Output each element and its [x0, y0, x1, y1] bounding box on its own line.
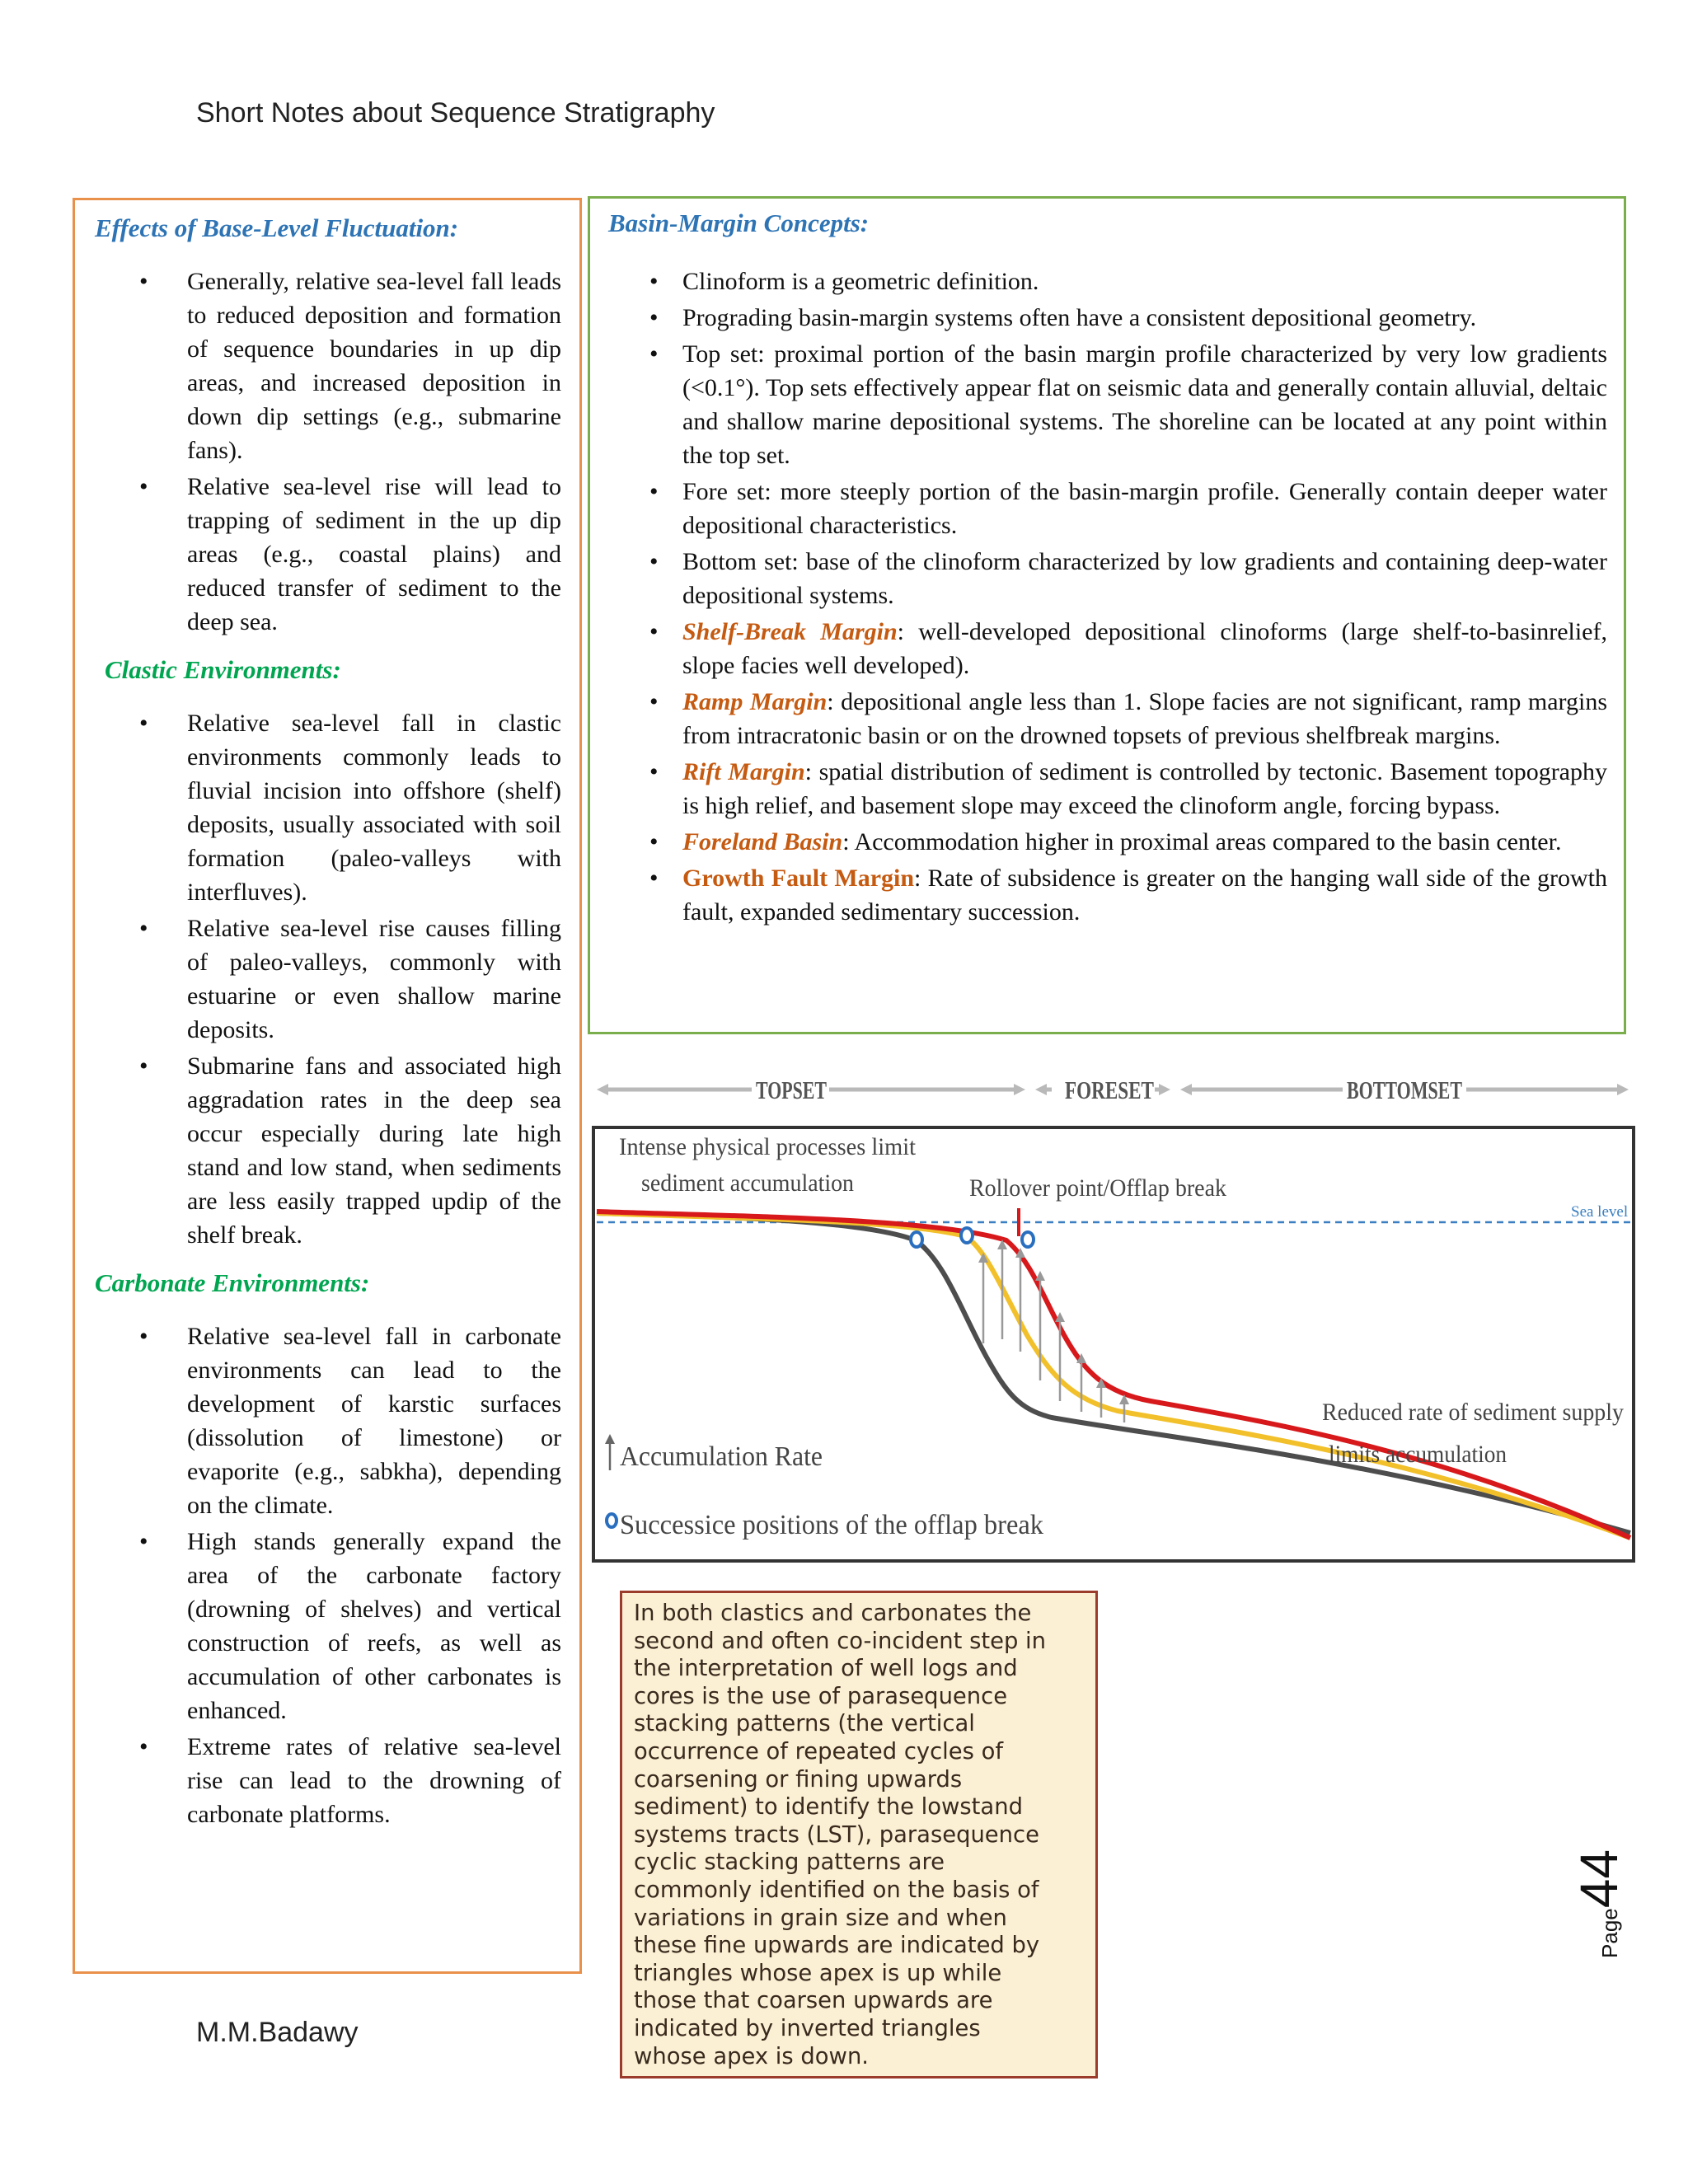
note-line: those that coarsen upwards are — [634, 1988, 993, 2014]
note-line: second and often co-incident step in — [634, 1628, 1047, 1654]
item-text: Top set: proximal portion of the basin margin profile characterized by very low gradients (<0.1°). Top sets effectively appear flat on seismic data and generally contain alluvial, deltaic and shallow marine depositional systems. The shoreline can be located at any point within the top set. — [682, 340, 1607, 469]
item-text: : Rate of subsidence is greater on the hanging wall side of the growth fault, expanded sedimentary succession. — [682, 865, 1607, 926]
page-header-title: Short Notes about Sequence Stratigraphy — [196, 97, 715, 129]
item-text: Bottom set: base of the clinoform characterized by low gradients and containing deep-water depositional systems. — [682, 548, 1607, 609]
note-line: triangles whose apex is up while — [634, 1960, 1002, 1986]
offlap-positions-label: Successice positions of the offlap break — [620, 1510, 1043, 1540]
note-line: cores is the use of parasequence — [634, 1683, 1008, 1709]
list-item — [608, 301, 1607, 335]
page-word: Page — [1597, 1908, 1622, 1958]
note-line: whose apex is down. — [634, 2043, 870, 2069]
list-item — [608, 861, 1607, 929]
item-text: Fore set: more steeply portion of the basin-margin profile. Generally contain deeper water depositional characteristics. — [682, 478, 1607, 539]
sediment-accumulation-label: sediment accumulation — [641, 1169, 854, 1197]
clinoform-diagram — [590, 1071, 1639, 1566]
accumulation-rate-label: Accumulation Rate — [620, 1441, 823, 1472]
page-number-value: 44 — [1569, 1849, 1629, 1909]
section-title-basin-margin: Basin-Margin Concepts: — [608, 209, 870, 237]
note-line: systems tracts (LST), parasequence — [634, 1821, 1039, 1848]
list-item: • Relative sea-level fall in carbonate environments can lead to the development of karstic surfaces (dissolution of limestone) or evaporite (e.g., sabkha), depending on the climate. — [95, 1319, 561, 1522]
rollover-point-label: Rollover point/Offlap break — [969, 1174, 1226, 1202]
note-line: stacking patterns (the vertical — [634, 1711, 975, 1737]
item-text: Clinoform is a geometric definition. — [682, 268, 1039, 295]
left-notes-box — [73, 198, 582, 1974]
note-line: In both clastics and carbonates the — [634, 1601, 1032, 1626]
topset-label: TOPSET — [756, 1076, 828, 1104]
item-text: : depositional angle less than 1. Slope facies are not significant, ramp margins from intracratonic basin or on the drowned topsets of previous shelfbreak margins. — [682, 688, 1608, 749]
term-foreland-basin: Foreland Basin — [682, 828, 843, 855]
list-item: • Generally, relative sea-level fall leads to reduced deposition and formation of sequence boundaries in up dip areas, and increased deposition in down dip settings (e.g., submarine fans). — [95, 265, 561, 467]
note-line: occurrence of repeated cycles of — [634, 1738, 1003, 1765]
bullet-list-base-level — [95, 265, 561, 639]
list-item — [608, 545, 1607, 612]
footer-author: M.M.Badawy — [196, 2017, 359, 2048]
list-item: • Extreme rates of relative sea-level rise can lead to the drowning of carbonate platforms. — [95, 1730, 561, 1831]
list-item — [608, 337, 1607, 472]
bullet-list-basin-margin — [608, 265, 1607, 929]
bottomset-label: BOTTOMSET — [1347, 1076, 1463, 1104]
note-line: these fine upwards are indicated by — [634, 1933, 1040, 1959]
section-title-carbonate: Carbonate Environments: — [95, 1268, 370, 1297]
list-item — [608, 615, 1607, 682]
note-line: the interpretation of well logs and — [634, 1656, 1018, 1682]
list-item — [608, 825, 1607, 859]
note-line: variations in grain size and when — [634, 1905, 1007, 1931]
parasequence-note-box — [620, 1591, 1098, 2079]
list-item: • Submarine fans and associated high aggradation rates in the deep sea occur especially during late high stand and low stand, when sediments are less easily trapped updip of the shelf break. — [95, 1049, 561, 1252]
list-item — [608, 685, 1607, 752]
bullet-list-clastic — [95, 706, 561, 1252]
sea-level-label: Sea level — [1571, 1203, 1629, 1221]
item-text: : spatial distribution of sediment is controlled by tectonic. Basement topography is high relief, and basement slope may exceed the clinoform angle, forcing bypass. — [682, 758, 1607, 819]
item-text: Prograding basin-margin systems often have a consistent depositional geometry. — [682, 304, 1477, 331]
note-line: coarsening or fining upwards — [634, 1766, 963, 1793]
reduced-supply-label: Reduced rate of sediment supply — [1322, 1399, 1624, 1426]
term-rift-margin: Rift Margin — [682, 758, 805, 785]
term-ramp-margin: Ramp Margin — [682, 688, 828, 715]
item-text: : well-developed depositional clinoforms (large shelf-to-basinrelief, slope facies well developed). — [682, 618, 1607, 679]
list-item: • Relative sea-level rise will lead to trapping of sediment in the up dip areas (e.g., coastal plains) and reduced transfer of sediment to the deep sea. — [95, 470, 561, 639]
list-item — [608, 475, 1607, 542]
intense-processes-label: Intense physical processes limit — [619, 1133, 917, 1160]
legend-offlap-circle-icon — [607, 1514, 617, 1527]
basin-margin-box — [588, 196, 1626, 1034]
list-item — [608, 755, 1607, 823]
note-line: indicated by inverted triangles — [634, 2015, 981, 2041]
item-text: : Accommodation higher in proximal areas compared to the basin center. — [842, 828, 1562, 855]
section-title-clastic: Clastic Environments: — [105, 655, 341, 684]
list-item: • High stands generally expand the area of the carbonate factory (drowning of shelves) and vertical construction of reefs, as well as accumulation of other carbonates is enhanced. — [95, 1525, 561, 1727]
list-item — [608, 265, 1607, 298]
list-item: • Relative sea-level fall in clastic environments commonly leads to fluvial incision into offshore (shelf) deposits, usually associated with soil formation (paleo-valleys with interfluves). — [95, 706, 561, 909]
bullet-list-carbonate — [95, 1319, 561, 1831]
note-line: sediment) to identify the lowstand — [634, 1794, 1023, 1821]
foreset-label: FORESET — [1065, 1076, 1155, 1104]
note-line: cyclic stacking patterns are — [634, 1849, 945, 1876]
note-line: commonly identified on the basis of — [634, 1877, 1039, 1903]
term-shelf-break-margin: Shelf-Break Margin — [682, 618, 898, 645]
limits-accumulation-label: limits accumulation — [1329, 1441, 1507, 1468]
page-number — [1562, 1834, 1636, 1974]
term-growth-fault-margin: Growth Fault Margin — [682, 865, 915, 892]
section-title-base-level: Effects of Base-Level Fluctuation: — [95, 213, 459, 242]
list-item: • Relative sea-level rise causes filling of paleo-valleys, commonly with estuarine or even shallow marine deposits. — [95, 912, 561, 1047]
